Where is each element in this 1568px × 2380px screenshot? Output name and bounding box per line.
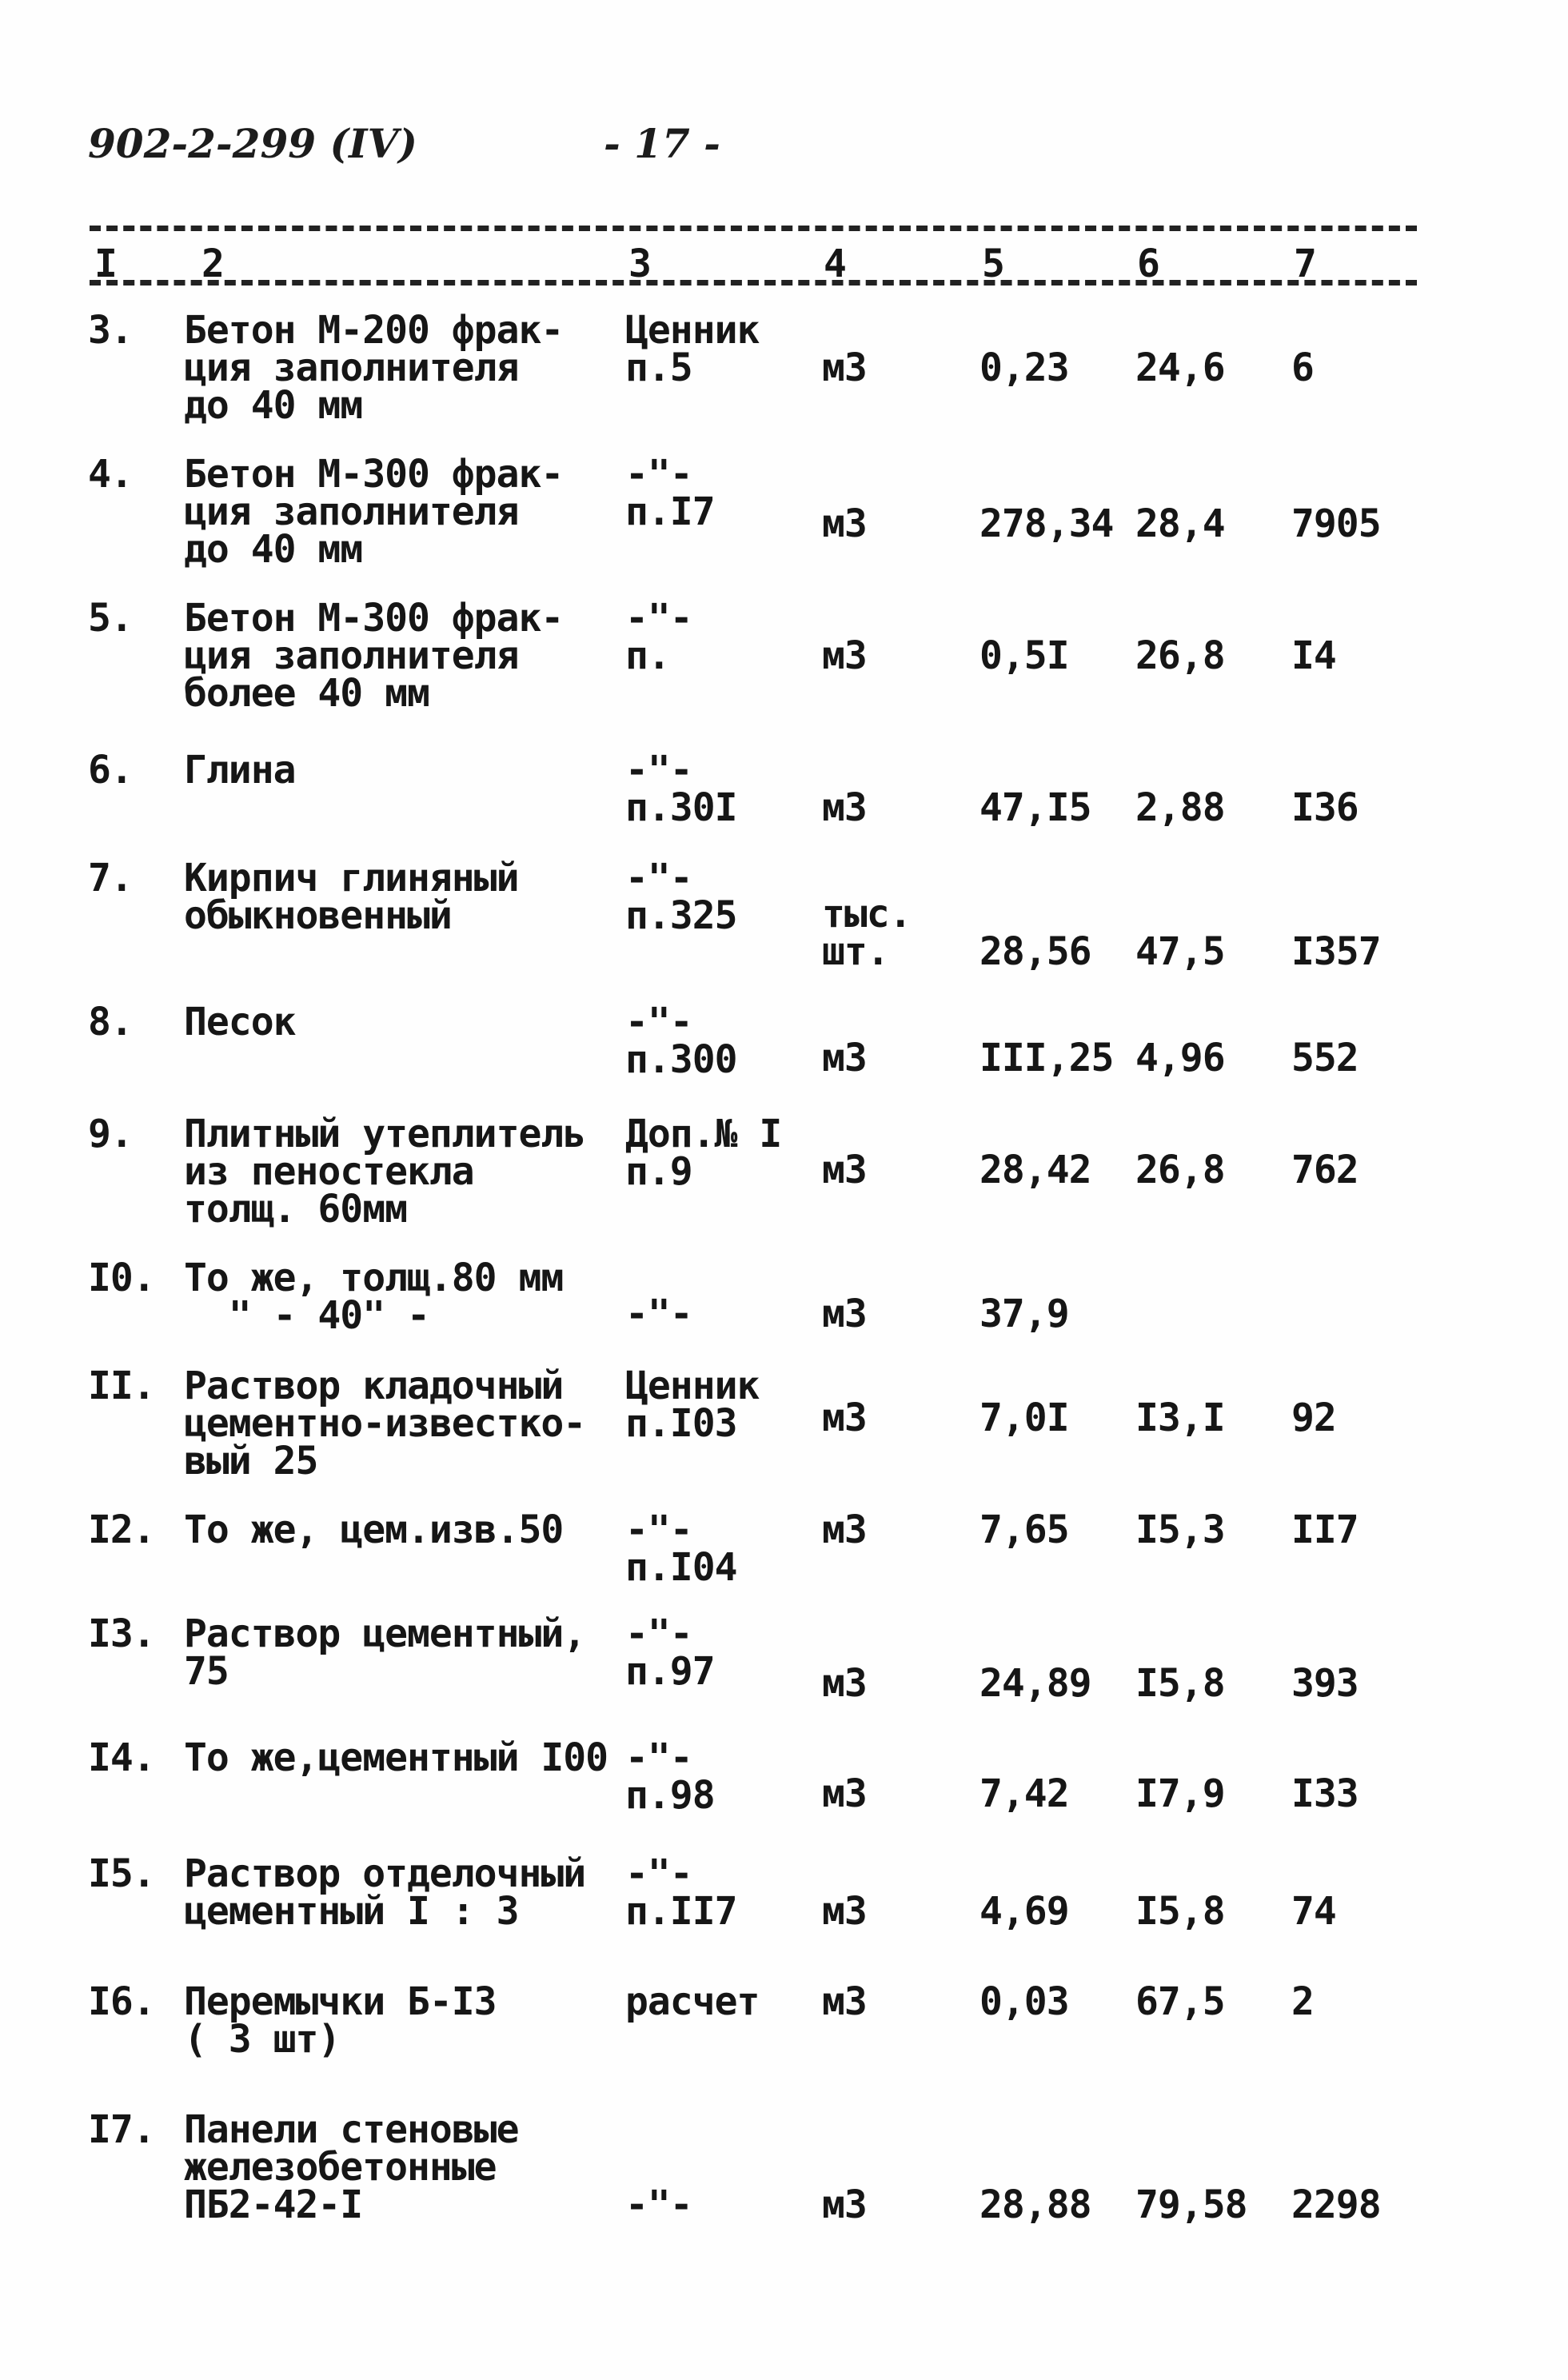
row-number: I0. <box>88 1256 155 1300</box>
unit: м3 <box>822 1036 867 1080</box>
total-cost: 2298 <box>1291 2182 1381 2227</box>
unit: м3 <box>822 785 867 830</box>
unit-price: 79,58 <box>1135 2182 1247 2227</box>
row-number: 6. <box>88 748 133 793</box>
price-source: -"- п.30I <box>625 748 737 830</box>
unit: м3 <box>822 2182 867 2227</box>
total-cost: 552 <box>1291 1036 1359 1080</box>
price-source: -"- п.325 <box>625 856 737 938</box>
quantity: 28,88 <box>980 2182 1091 2227</box>
row-number: 3. <box>88 308 133 353</box>
row-number: 7. <box>88 856 133 900</box>
unit-price: 24,6 <box>1135 345 1225 390</box>
row-number: I5. <box>88 1851 155 1896</box>
column-header-1: I <box>94 242 118 286</box>
column-header-3: 3 <box>628 242 652 286</box>
quantity: 47,I5 <box>980 785 1091 830</box>
price-source: Доп.№ I п.9 <box>625 1112 782 1194</box>
material-name: Бетон М-300 фрак- ция заполнителя более 40 мм <box>184 596 564 716</box>
total-cost: 74 <box>1291 1889 1336 1934</box>
total-cost: I36 <box>1291 785 1359 830</box>
unit: м3 <box>822 1396 867 1440</box>
price-source: -"- п.I7 <box>625 452 715 534</box>
unit-price: 26,8 <box>1135 633 1225 678</box>
price-source: -"- <box>625 2182 692 2227</box>
unit: м3 <box>822 1661 867 1706</box>
quantity: 4,69 <box>980 1889 1069 1934</box>
quantity: 7,42 <box>980 1771 1069 1816</box>
material-name: Раствор цементный, 75 <box>184 1611 586 1694</box>
quantity: III,25 <box>980 1036 1114 1080</box>
column-header-2: 2 <box>201 242 225 286</box>
unit-price: 4,96 <box>1135 1036 1225 1080</box>
total-cost: I357 <box>1291 929 1381 974</box>
price-source: -"- п.300 <box>625 1000 737 1082</box>
price-source: -"- <box>625 1292 692 1336</box>
total-cost: II7 <box>1291 1507 1359 1552</box>
price-source: -"- п.98 <box>625 1735 715 1818</box>
row-number: I6. <box>88 1979 155 2024</box>
material-name: То же, цем.изв.50 <box>184 1507 564 1552</box>
unit-price: 47,5 <box>1135 929 1225 974</box>
unit: м3 <box>822 633 867 678</box>
material-name: Панели стеновые железобетонные ПБ2-42-I <box>184 2107 519 2227</box>
material-name: Бетон М-200 фрак- ция заполнителя до 40 мм <box>184 308 564 428</box>
price-source: -"- п.II7 <box>625 1851 737 1934</box>
price-source: расчет <box>625 1979 760 2024</box>
column-header-7: 7 <box>1294 242 1317 286</box>
total-cost: 92 <box>1291 1396 1336 1440</box>
unit: тыс. шт. <box>822 892 912 974</box>
unit: м3 <box>822 1292 867 1336</box>
row-number: 4. <box>88 452 133 497</box>
quantity: 278,34 <box>980 501 1114 546</box>
row-number: 9. <box>88 1112 133 1156</box>
unit-price: 67,5 <box>1135 1979 1225 2024</box>
material-name: Перемычки Б-I3 ( 3 шт) <box>184 1979 497 2062</box>
row-number: I3. <box>88 1611 155 1656</box>
unit-price: I5,8 <box>1135 1889 1225 1934</box>
price-source: -"- п. <box>625 596 692 678</box>
material-name: Глина <box>184 748 296 793</box>
total-cost: 393 <box>1291 1661 1359 1706</box>
material-name: То же, толщ.80 мм " - 40" - <box>184 1256 564 1338</box>
total-cost: 2 <box>1291 1979 1314 2024</box>
unit-price: I3,I <box>1135 1396 1225 1440</box>
unit: м3 <box>822 1889 867 1934</box>
total-cost: 762 <box>1291 1148 1359 1192</box>
unit-price: I7,9 <box>1135 1771 1225 1816</box>
quantity: 7,65 <box>980 1507 1069 1552</box>
price-source: Ценник п.I03 <box>625 1364 760 1446</box>
quantity: 0,23 <box>980 345 1069 390</box>
material-name: Кирпич глиняный обыкновенный <box>184 856 519 938</box>
material-name: Раствор кладочный цементно-известко- вый 25 <box>184 1364 586 1484</box>
unit-price: 28,4 <box>1135 501 1225 546</box>
column-header-4: 4 <box>824 242 847 286</box>
unit: м3 <box>822 501 867 546</box>
total-cost: I33 <box>1291 1771 1359 1816</box>
quantity: 37,9 <box>980 1292 1069 1336</box>
total-cost: 7905 <box>1291 501 1381 546</box>
quantity: 7,0I <box>980 1396 1069 1440</box>
quantity: 28,56 <box>980 929 1091 974</box>
unit: м3 <box>822 1507 867 1552</box>
material-name: Плитный утеплитель из пеностекла толщ. 60мм <box>184 1112 586 1232</box>
row-number: 8. <box>88 1000 133 1044</box>
header-top-rule <box>90 226 1417 231</box>
unit: м3 <box>822 1771 867 1816</box>
unit-price: I5,8 <box>1135 1661 1225 1706</box>
page-number: - 17 - <box>604 120 720 167</box>
unit-price: I5,3 <box>1135 1507 1225 1552</box>
unit: м3 <box>822 1979 867 2024</box>
document-code: 902-2-299 (IV) <box>88 120 417 167</box>
column-header-5: 5 <box>982 242 1005 286</box>
column-header-6: 6 <box>1137 242 1160 286</box>
material-name: Раствор отделочный цементный I : 3 <box>184 1851 586 1934</box>
price-source: -"- п.I04 <box>625 1507 737 1590</box>
quantity: 0,5I <box>980 633 1069 678</box>
unit-price: 26,8 <box>1135 1148 1225 1192</box>
price-source: Ценник п.5 <box>625 308 760 390</box>
header-bottom-rule <box>90 280 1417 286</box>
row-number: I7. <box>88 2107 155 2152</box>
price-source: -"- п.97 <box>625 1611 715 1694</box>
material-name: Песок <box>184 1000 296 1044</box>
row-number: II. <box>88 1364 155 1408</box>
material-name: То же,цементный I00 <box>184 1735 608 1780</box>
quantity: 24,89 <box>980 1661 1091 1706</box>
row-number: 5. <box>88 596 133 641</box>
quantity: 28,42 <box>980 1148 1091 1192</box>
material-name: Бетон М-300 фрак- ция заполнителя до 40 мм <box>184 452 564 572</box>
unit: м3 <box>822 1148 867 1192</box>
quantity: 0,03 <box>980 1979 1069 2024</box>
total-cost: 6 <box>1291 345 1314 390</box>
row-number: I4. <box>88 1735 155 1780</box>
total-cost: I4 <box>1291 633 1336 678</box>
unit-price: 2,88 <box>1135 785 1225 830</box>
row-number: I2. <box>88 1507 155 1552</box>
unit: м3 <box>822 345 867 390</box>
